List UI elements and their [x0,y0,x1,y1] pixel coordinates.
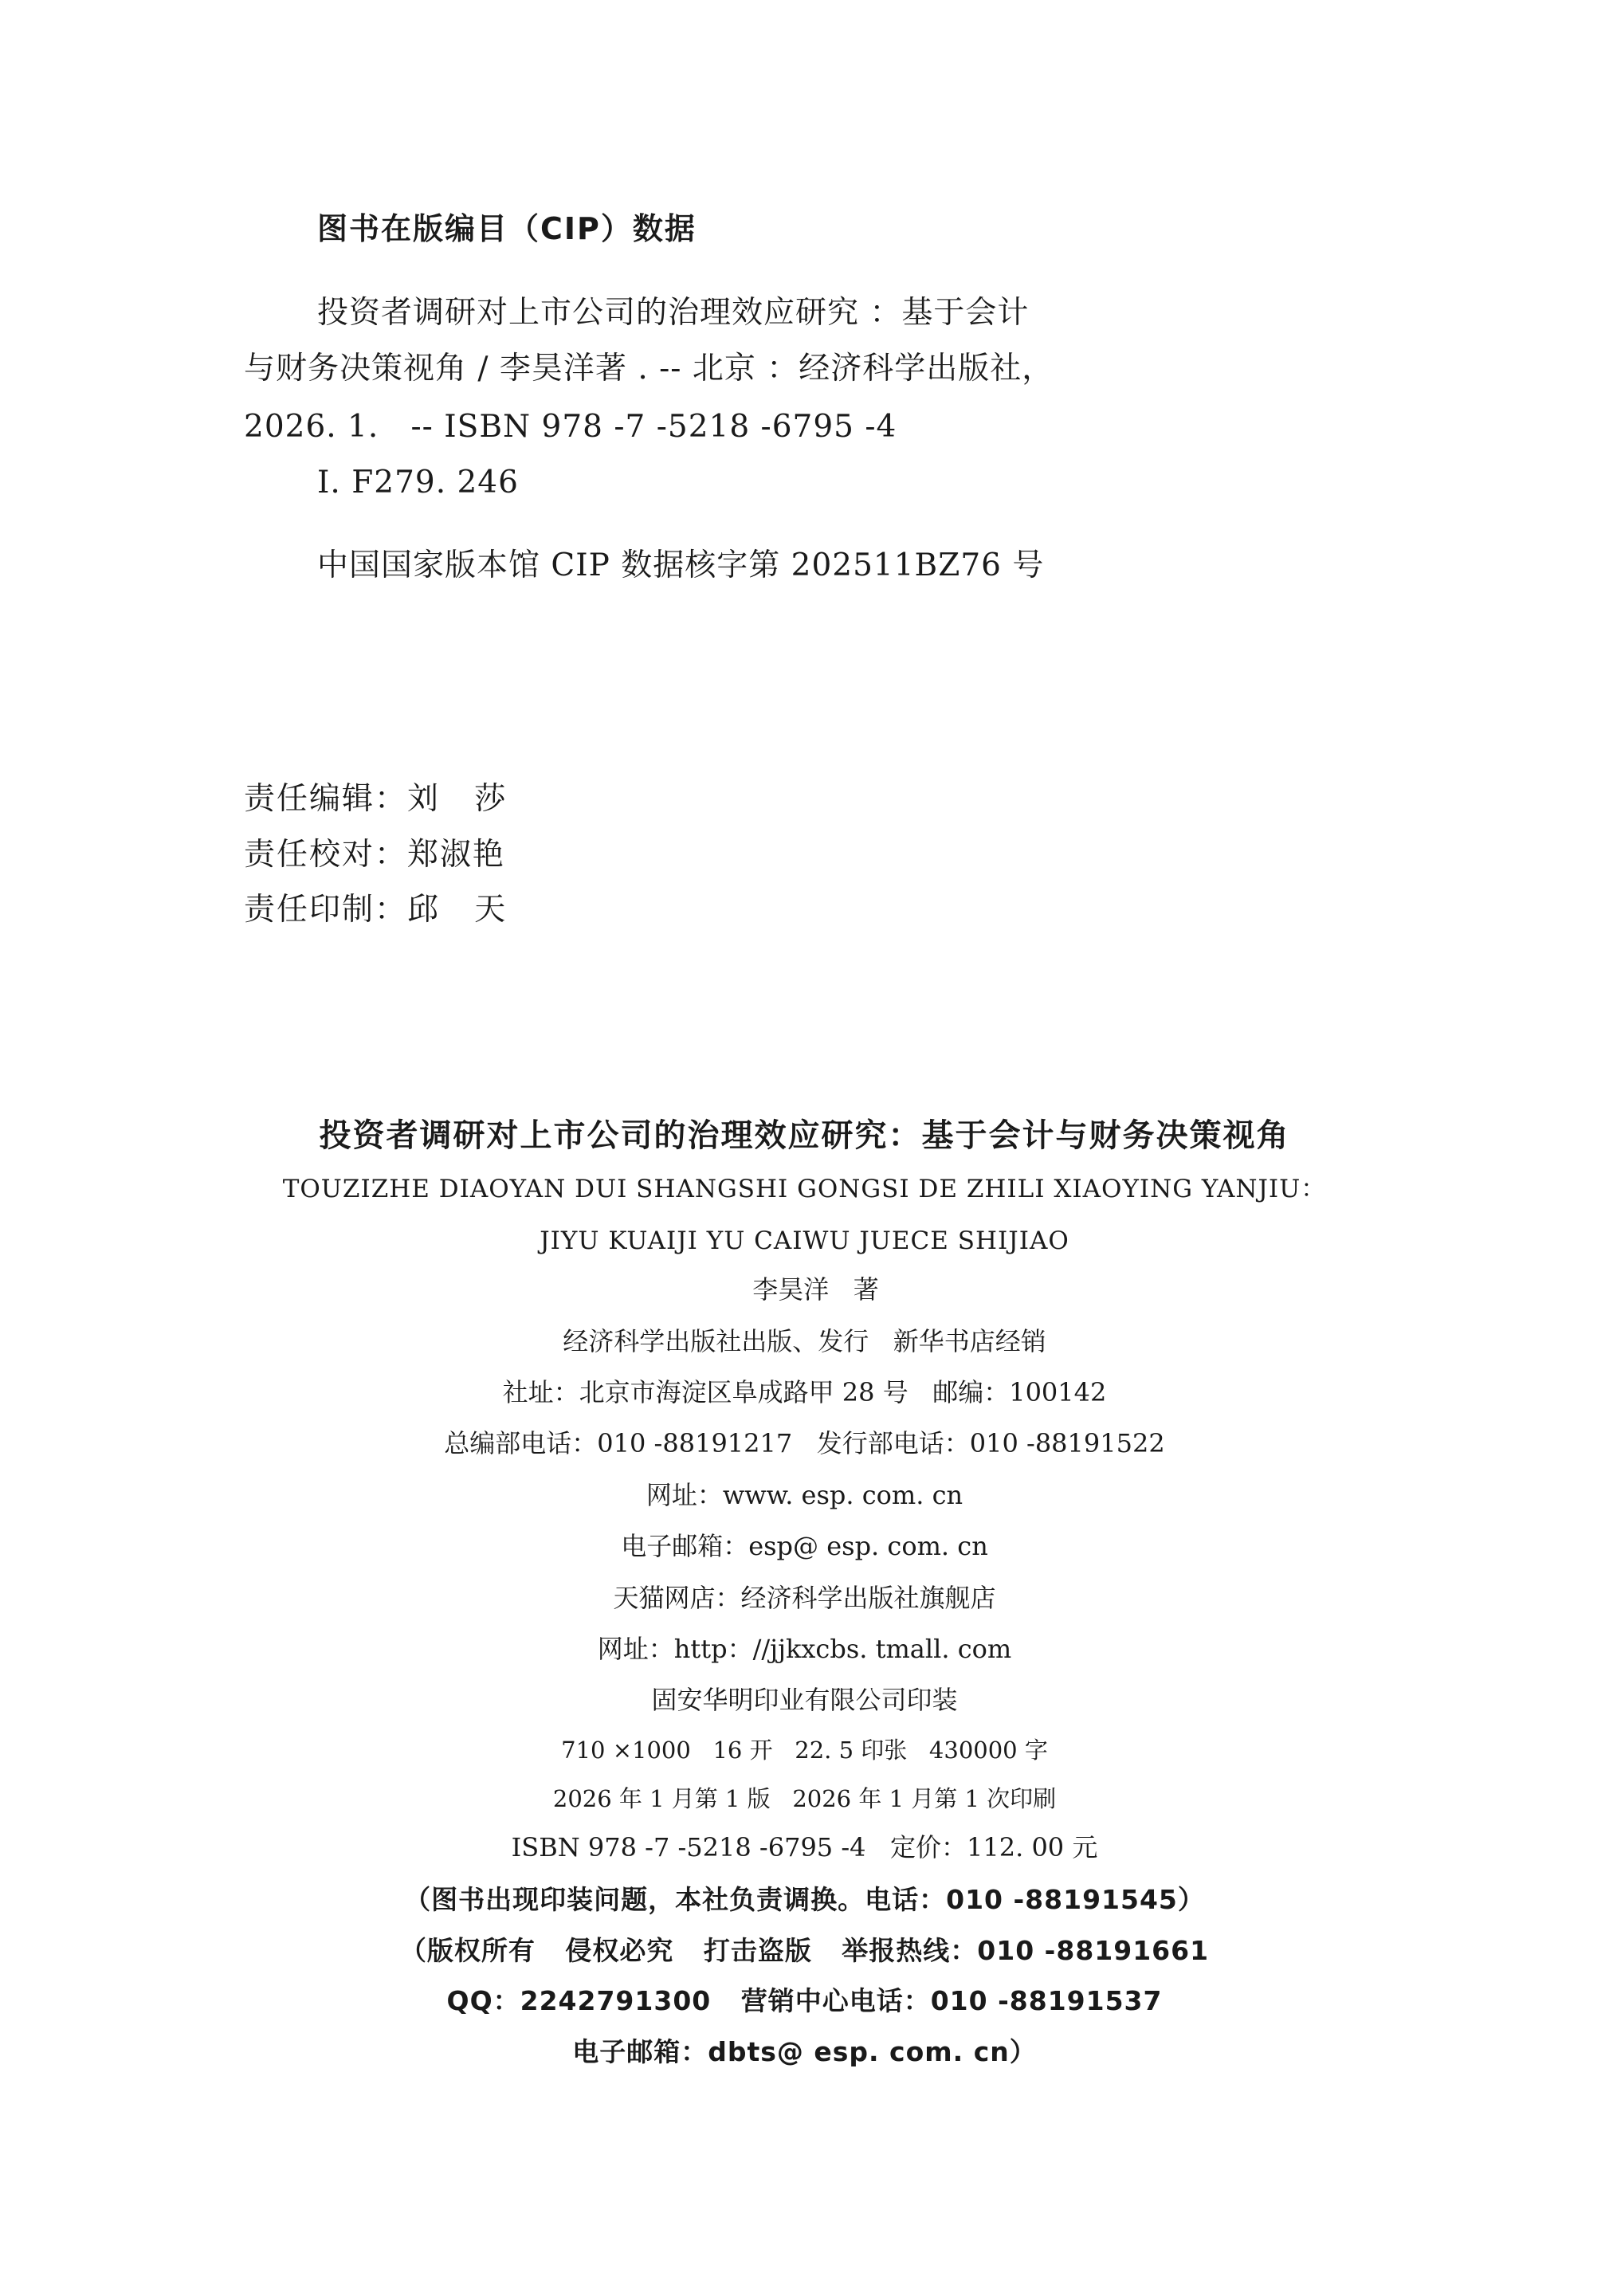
book-title-pinyin-line-2: JIYU KUAIJI YU CAIWU JUECE SHIJIAO [540,1226,1069,1255]
cip-record-number: 中国国家版本馆 CIP 数据核字第 202511BZ76 号 [317,548,1045,583]
notice-line-1: （图书出现印装问题，本社负责调换。电话：010 -88191545） [404,1884,1205,1915]
tmall-store: 天猫网店：经济科学出版社旗舰店 [613,1583,996,1613]
printer: 固安华明印业有限公司印装 [651,1685,958,1715]
cip-description-line-3: 2026. 1. -- ISBN 978 -7 -5218 -6795 -4 [244,409,897,445]
publisher-website: 网址：www. esp. com. cn [646,1480,963,1510]
publisher-email: 电子邮箱：esp@ esp. com. cn [621,1531,988,1561]
publisher-line: 经济科学出版社出版、发行 新华书店经销 [563,1326,1046,1356]
book-author: 李昊洋 著 [752,1274,879,1305]
edition-info: 2026 年 1 月第 1 版 2026 年 1 月第 1 次印刷 [552,1785,1057,1812]
responsible-editor: 责任编辑：刘 莎 [244,781,508,817]
tmall-url: 网址：http：//jjkxcbs. tmall. com [597,1634,1012,1664]
cip-description-line-1: 投资者调研对上市公司的治理效应研究 ：基于会计 [317,295,1030,331]
responsible-printing: 责任印制：邱 天 [244,892,508,928]
publisher-phones: 总编部电话：010 -88191217 发行部电话：010 -88191522 [444,1428,1165,1458]
notice-line-3: QQ：2242791300 营销中心电话：010 -88191537 [446,1985,1163,2016]
book-title-chinese: 投资者调研对上市公司的治理效应研究：基于会计与财务决策视角 [319,1117,1290,1154]
responsible-proofreader: 责任校对：郑淑艳 [244,837,506,873]
cip-classification: Ⅰ. F279. 246 [317,465,519,500]
notice-line-2: （版权所有 侵权必究 打击盗版 举报热线：010 -88191661 [399,1935,1210,1966]
isbn-price: ISBN 978 -7 -5218 -6795 -4 定价：112. 00 元 [511,1832,1098,1862]
book-title-pinyin-line-1: TOUZIZHE DIAOYAN DUI SHANGSHI GONGSI DE ZHILI XIAOYING YANJIU： [282,1175,1327,1203]
cip-heading: 图书在版编目（CIP）数据 [317,211,697,246]
book-format: 710 ×1000 16 开 22. 5 印张 430000 字 [561,1737,1048,1764]
cip-description-line-2: 与财务决策视角 / 李昊洋著 . -- 北京 ：经济科学出版社， [244,351,1054,387]
notice-line-4: 电子邮箱：dbts@ esp. com. cn） [572,2036,1037,2067]
publisher-address: 社址：北京市海淀区阜成路甲 28 号 邮编：100142 [502,1377,1107,1407]
